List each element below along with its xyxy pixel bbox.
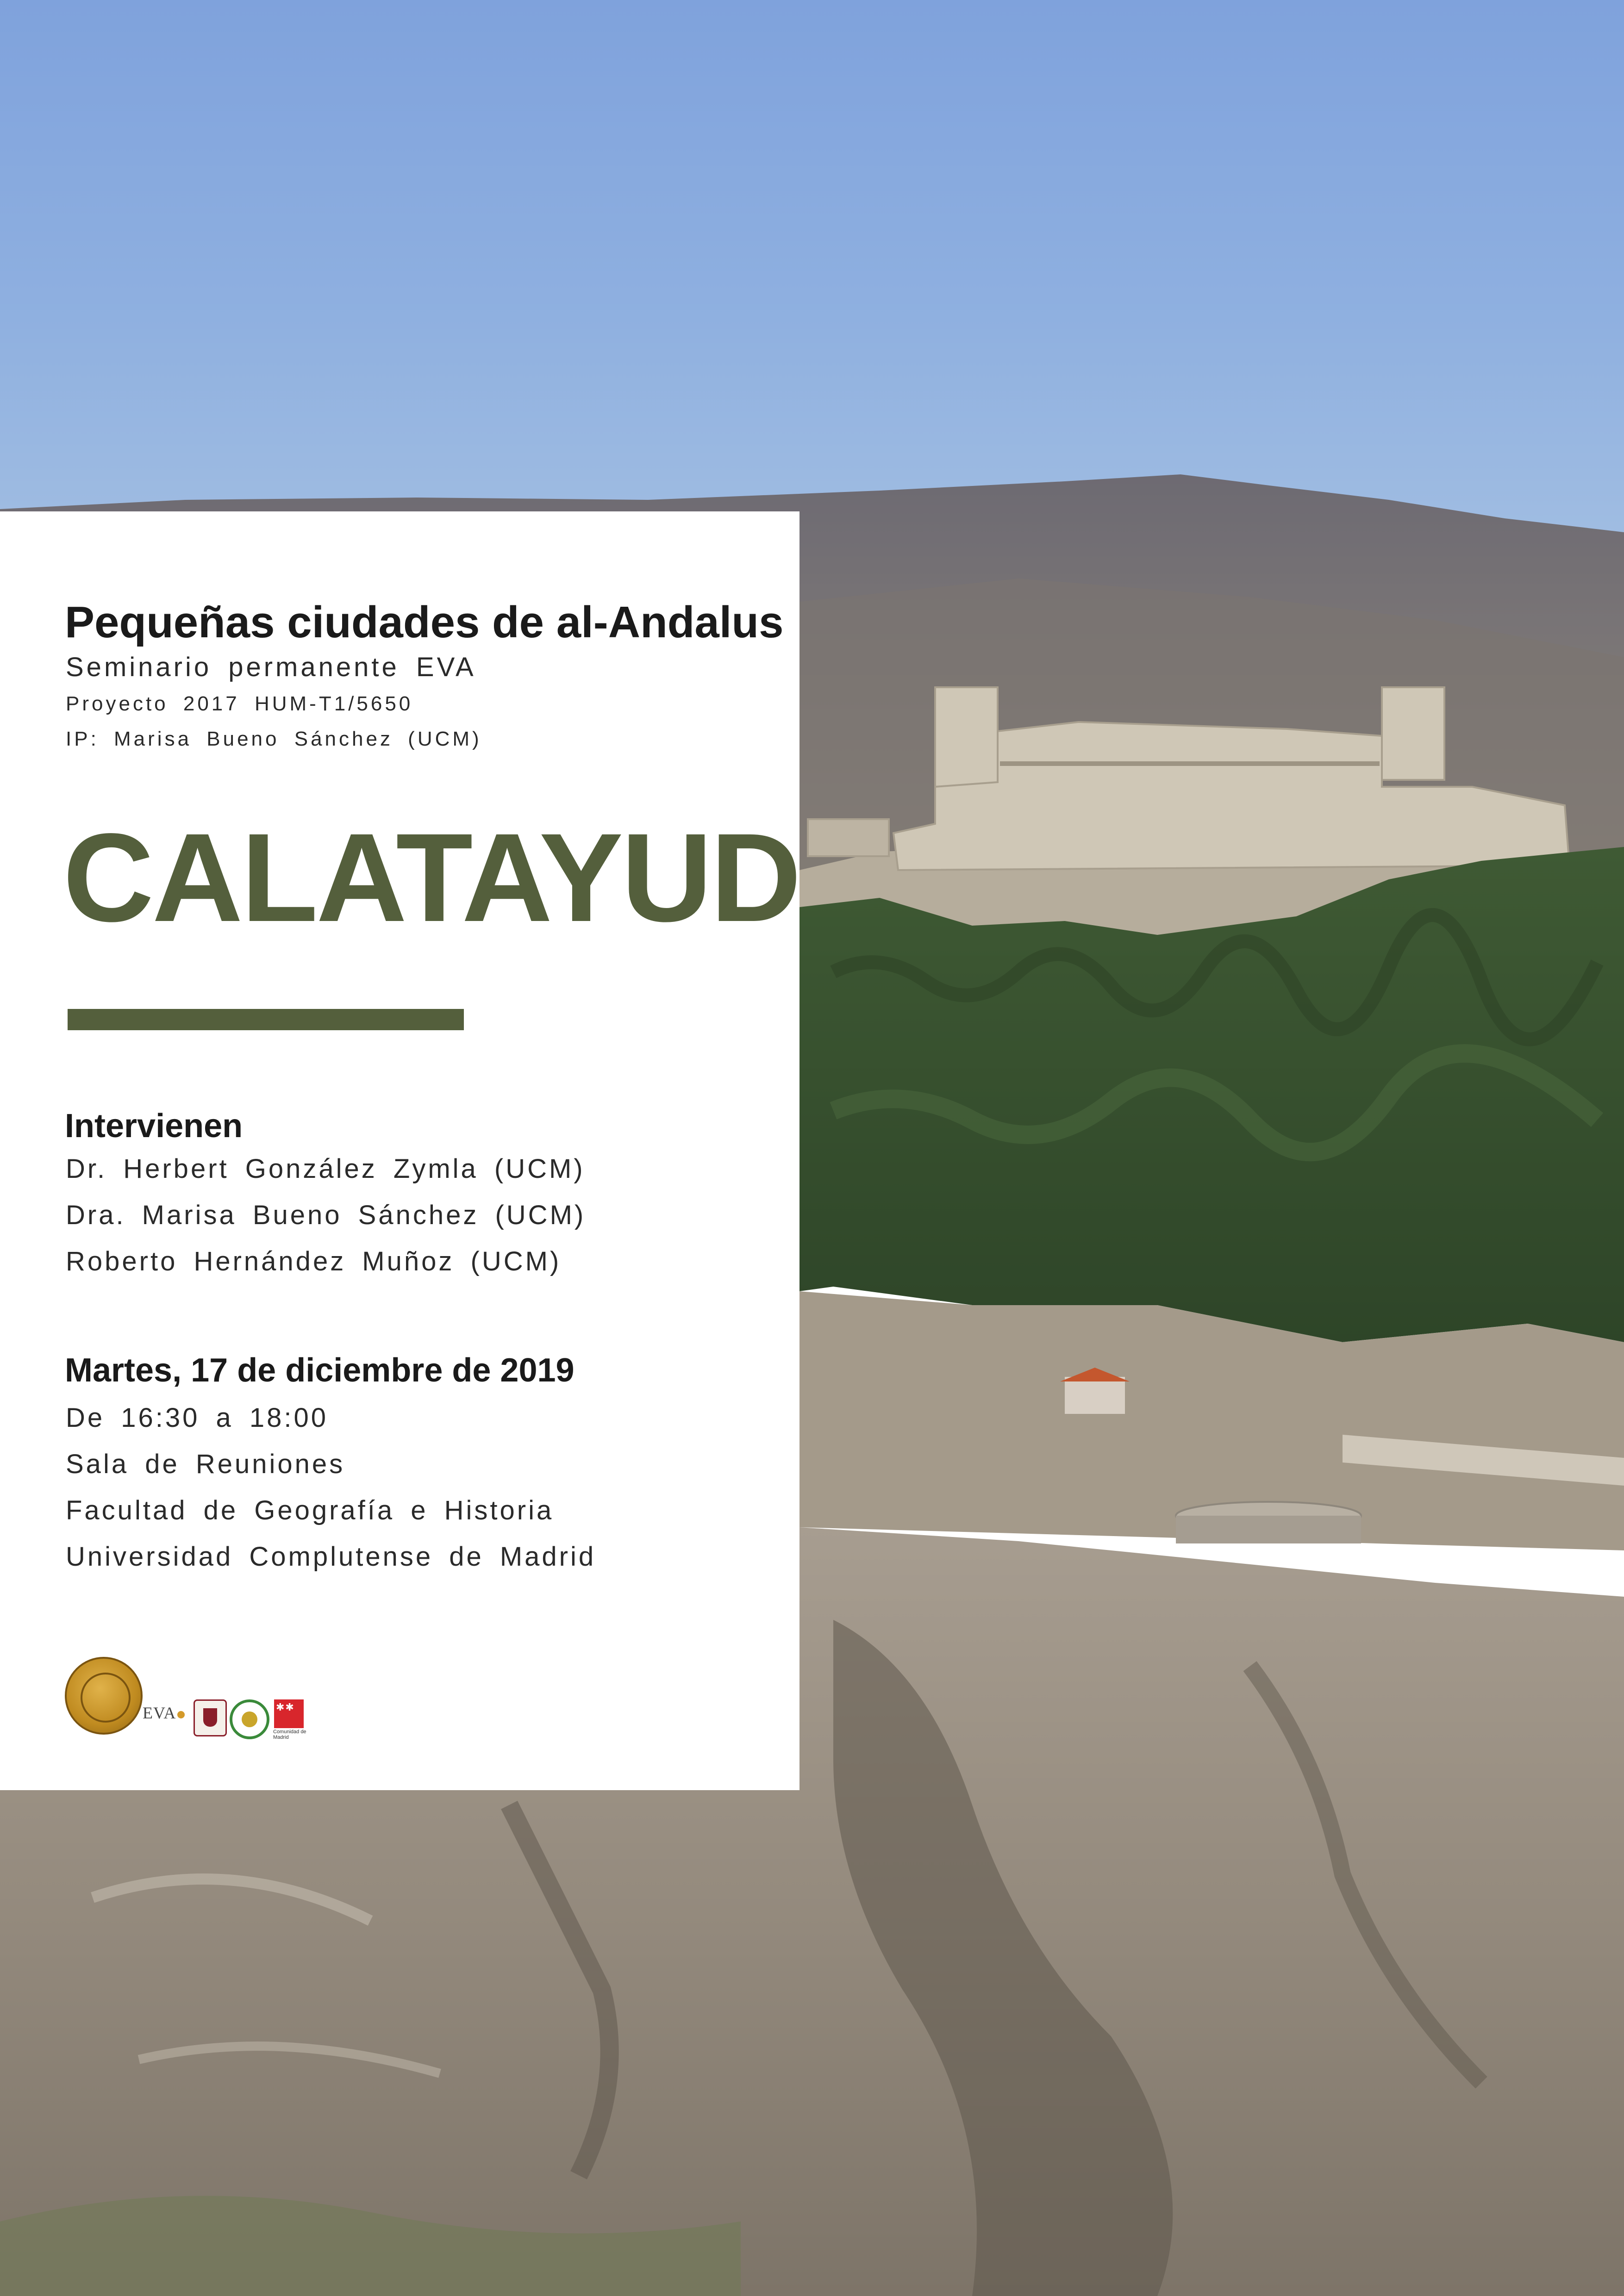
main-title: CALATAYUD	[63, 807, 800, 948]
speakers-heading: Intervienen	[65, 1108, 243, 1145]
project-code: Proyecto 2017 HUM-T1/5650	[66, 692, 413, 715]
event-time: De 16:30 a 18:00	[66, 1403, 329, 1433]
eva-logo-text: EVA	[143, 1704, 176, 1722]
series-title: Pequeñas ciudades de al-Andalus	[65, 597, 784, 647]
eva-logo-icon	[143, 1703, 185, 1723]
institution-logo-icon	[230, 1699, 269, 1739]
speaker-item: Roberto Hernández Muñoz (UCM)	[66, 1246, 562, 1276]
accent-bar	[68, 1009, 464, 1030]
eva-dot-icon	[177, 1711, 185, 1718]
event-university: Universidad Complutense de Madrid	[66, 1542, 596, 1572]
seal-logo-icon	[65, 1657, 143, 1735]
house	[1065, 1377, 1125, 1414]
speaker-item: Dra. Marisa Bueno Sánchez (UCM)	[66, 1200, 586, 1230]
ucm-crest-icon	[194, 1699, 227, 1736]
event-faculty: Facultad de Geografía e Historia	[66, 1495, 554, 1525]
seminar-subtitle: Seminario permanente EVA	[66, 652, 476, 682]
speaker-item: Dr. Herbert González Zymla (UCM)	[66, 1154, 585, 1184]
logo-strip	[65, 1657, 315, 1740]
principal-investigator: IP: Marisa Bueno Sánchez (UCM)	[66, 728, 482, 750]
event-date: Martes, 17 de diciembre de 2019	[65, 1352, 575, 1389]
comunidad-madrid-text: Comunidad de Madrid	[273, 1729, 306, 1741]
comunidad-madrid-logo-icon	[274, 1699, 304, 1728]
event-room: Sala de Reuniones	[66, 1449, 345, 1479]
